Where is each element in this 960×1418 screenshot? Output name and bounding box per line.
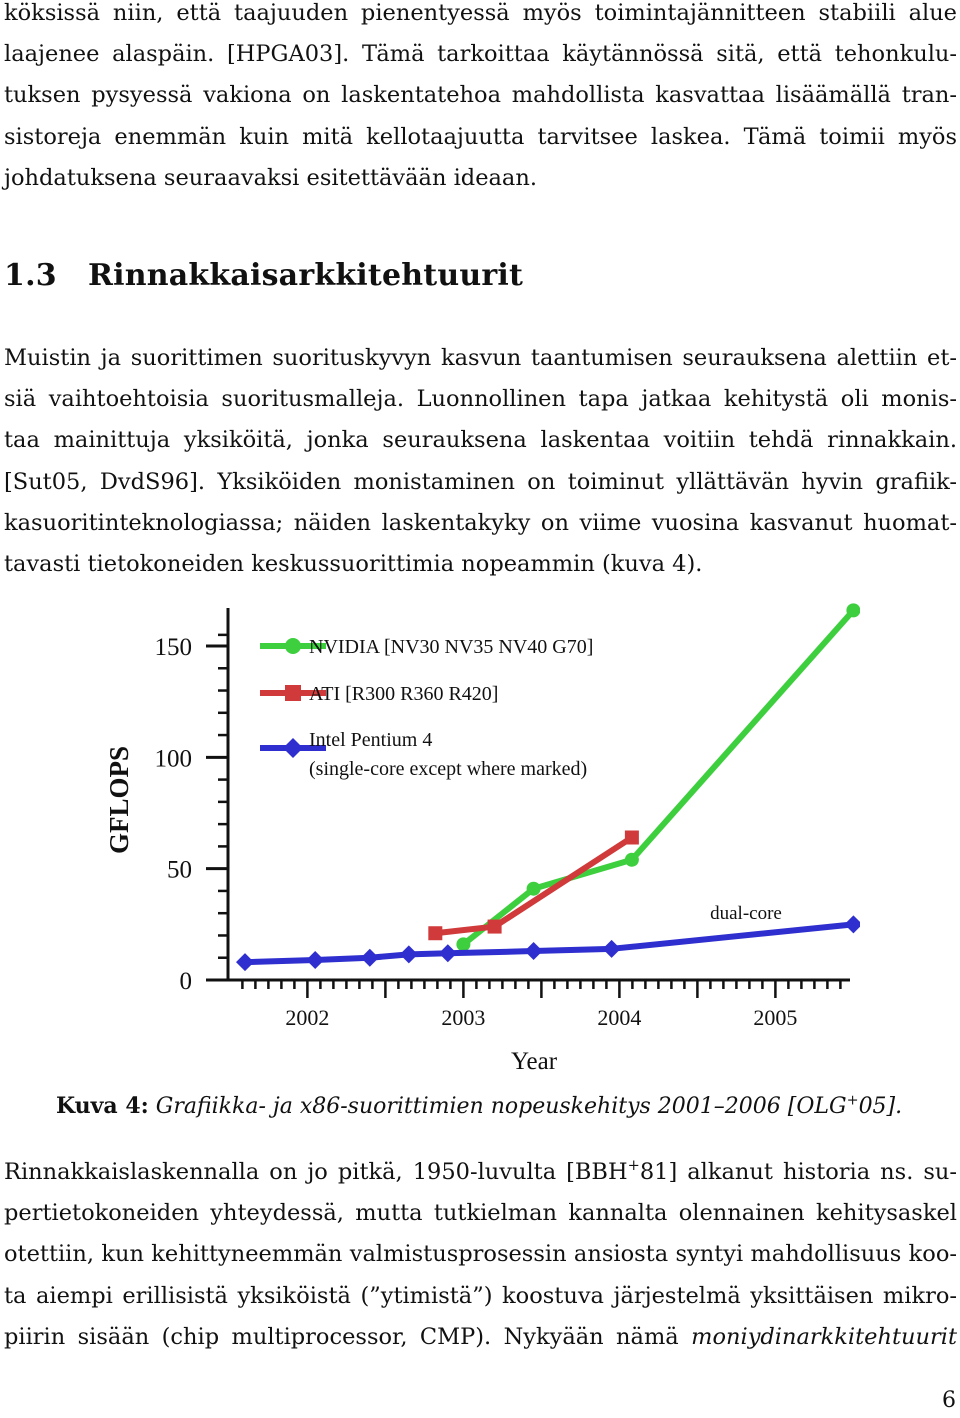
x-tick-label: 2004 [597,1005,642,1030]
paragraph-body [4,338,957,585]
text-line: [Sut05, DvdS96]. Yksiköiden monistaminen on toiminut yllättävän hyvin grafiik- [4,468,957,495]
legend-marker-circle [285,638,301,654]
text-line: johdatuksena seuraavaksi esitettävään ideaan. [4,164,537,191]
text-run: 81] alkanut historia ns. su- [639,1159,957,1185]
y-tick-label: 150 [154,634,192,661]
text-line: tavasti tietokoneiden keskussuorittimia nopeammin (kuva 4). [4,550,703,577]
x-tick-label: 2003 [441,1005,486,1030]
figure-caption [56,1090,916,1123]
caption-sup: + [846,1092,859,1109]
y-axis-label: GFLOPS [104,745,134,855]
text-run: Rinnakkaislaskennalla on jo pitkä, 1950-luvulta [BBH [4,1159,628,1185]
data-point-square [428,926,442,940]
text-line: pertietokoneiden yhteydessä, mutta tutkielman kannalta olennainen kehitysaskel [4,1200,957,1227]
text-line: sistoreja enemmän kuin mitä kellotaajuutta tarvitsee laskea. Tämä toimii myös [4,123,957,150]
legend-label: NVIDIA [NV30 NV35 NV40 G70] [309,636,594,658]
data-point-diamond [603,940,621,958]
data-point-circle [456,937,470,951]
y-tick-label: 100 [154,745,192,773]
text-line: tuksen pysyessä vakiona on laskentatehoa mahdollista kasvattaa lisäämällä tran- [4,82,957,109]
chart-axes [155,608,851,1030]
data-point-circle [846,603,860,617]
y-tick-label: 50 [167,856,192,884]
text-line: siä vaihtoehtoisia suoritusmalleja. Luonnollinen tapa jatkaa kehitystä oli monis- [4,386,957,413]
legend-label: ATI [R300 R360 R420] [309,683,499,705]
caption-label: Kuva 4: [56,1093,149,1119]
data-point-diamond [844,915,862,933]
gflops-chart [100,598,870,1078]
caption-text-main: Grafiikka- ja x86-suorittimien nopeuskehitys 2001–2006 [OLG [155,1094,847,1119]
citation-sup: + [627,1157,640,1175]
text-line: Muistin ja suorittimen suorituskyvyn kasvun taantumisen seurauksena alettiin et- [4,345,957,371]
data-point-diamond [400,945,418,963]
section-title: Rinnakkaisarkkitehtuurit [88,258,523,293]
chart-legend [260,636,593,780]
data-point-diamond [439,944,457,962]
section-number: 1.3 [4,258,57,293]
legend-marker-square [285,685,301,701]
x-tick-label: 2005 [753,1005,798,1030]
caption-text-end: 05]. [858,1094,903,1119]
text-line: otettiin, kun kehittyneemmän valmistusprosessin ansiosta syntyi mahdollisuus koo- [4,1241,957,1268]
text-line: taa mainittuja yksiköitä, jonka seurauksena laskentaa voitiin tehdä rinnakkain. [4,427,957,454]
chart-svg [100,598,870,1078]
data-point-diamond [236,953,254,971]
section-heading [4,258,523,293]
data-point-diamond [306,951,324,969]
data-point-square [625,830,639,844]
text-line [4,1317,957,1358]
data-point-circle [625,853,639,867]
data-point-square [488,920,502,934]
text-line: laajenee alaspäin. [HPGA03]. Tämä tarkoittaa käytännössä sitä, että tehonkulu- [4,41,957,68]
text-line: kasuoritinteknologiassa; näiden laskentakyky on viime vuosina kasvanut huomat- [4,509,957,536]
text-line [4,1152,957,1193]
x-axis-label: Year [510,1048,558,1075]
y-tick-label: 0 [179,968,192,995]
legend-label: Intel Pentium 4 [309,729,433,751]
caption-text [156,1094,902,1119]
text-line: ta aiempi erillisistä yksiköistä (”ytimistä”) koostuva järjestelmä yksittäisen mikro- [4,1282,957,1309]
paragraph-intro [4,0,957,199]
page-number: 6 [942,1388,956,1413]
text-run: piirin sisään (chip multiprocessor, CMP). Nykyään nämä [4,1323,692,1350]
emphasis-term: moniydinarkkitehtuurit [691,1323,957,1350]
data-point-diamond [361,949,379,967]
paragraph-history [4,1152,957,1358]
text-line: köksissä niin, että taajuuden pienentyessä myös toimintajännitteen stabiili alue [4,0,957,26]
annotation-dual-core: dual-core [710,903,782,924]
data-point-circle [527,882,541,896]
legend-marker-diamond [283,738,303,758]
x-tick-label: 2002 [285,1005,330,1030]
series-line [245,924,853,962]
legend-label-sub: (single-core except where marked) [309,758,588,780]
data-point-diamond [525,942,543,960]
